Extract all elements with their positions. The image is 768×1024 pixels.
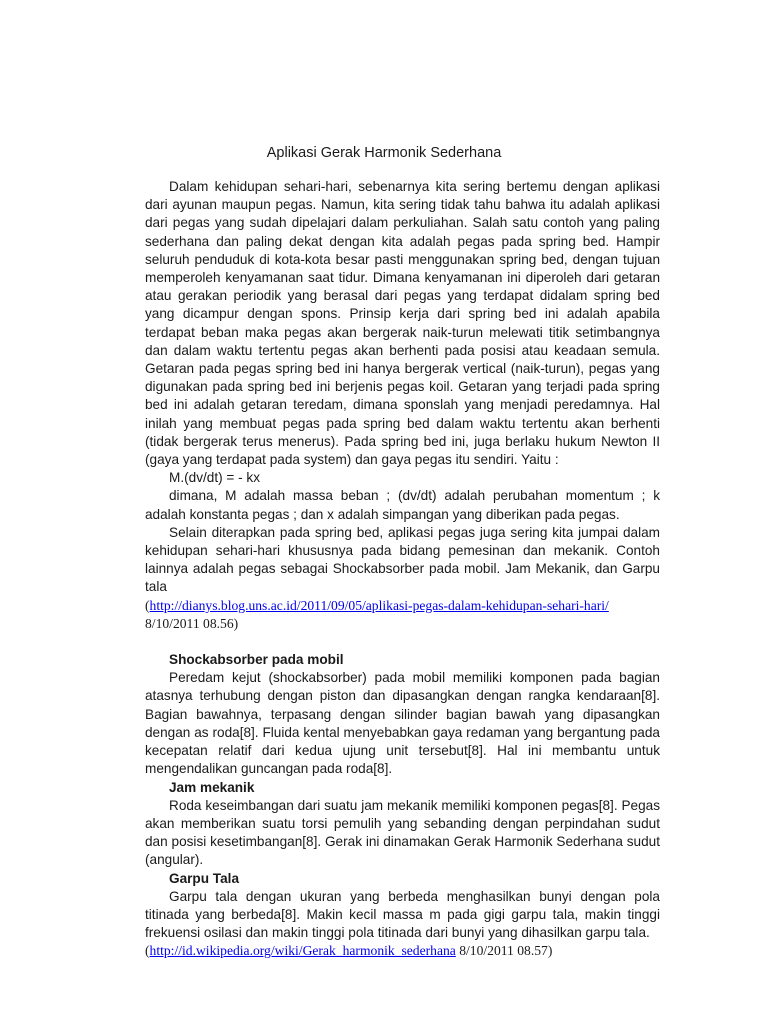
section-text-garpu-tala: Garpu tala dengan ukuran yang berbeda menghasilkan bunyi dengan pola titinada yang berbeda[8]. Makin kecil massa m pada gigi garpu tala, makin tinggi frekuensi osilasi dan makin tinggi pola titinada dari bunyi yang dihasilkan garpu tala. — [145, 888, 660, 941]
document-title: Aplikasi Gerak Harmonik Sederhana — [266, 145, 502, 161]
section-text-jam-mekanik: Roda keseimbangan dari suatu jam mekanik memiliki komponen pegas[8]. Pegas akan memberikan suatu torsi pemulih yang sebanding dengan perpindahan sudut dan posisi kesetimbangan[8]. Gerak ini dinamakan Gerak Harmonik Sederhana sudut (angular). — [145, 797, 660, 868]
section-heading-jam-mekanik: Jam mekanik — [169, 779, 255, 795]
other-applications-paragraph: Selain diterapkan pada spring bed, aplikasi pegas juga sering kita jumpai dalam kehidupan sehari-hari khususnya pada bidang pemesinan dan mekanik. Contoh lainnya adalah pegas sebagai Shockabsorber pada mobil. Jam Mekanik, dan Garpu tala — [145, 524, 660, 595]
section-heading-garpu-tala: Garpu Tala — [169, 870, 239, 886]
formula-explanation: dimana, M adalah massa beban ; (dv/dt) adalah perubahan momentum ; k adalah konstanta pegas ; dan x adalah simpangan yang diberikan pada pegas. — [145, 488, 660, 522]
reference-1-date: 8/10/2011 08.56) — [145, 615, 239, 631]
document-body — [145, 178, 660, 961]
reference-2-open: ( — [145, 943, 150, 959]
formula: M.(dv/dt) = - kx — [169, 470, 261, 486]
section-heading-shockabsorber: Shockabsorber pada mobil — [169, 652, 344, 668]
reference-2-date: 8/10/2011 08.57) — [455, 943, 553, 959]
reference-2 — [145, 942, 660, 960]
intro-paragraph: Dalam kehidupan sehari-hari, sebenarnya kita sering bertemu dengan aplikasi dari ayunan maupun pegas. Namun, kita sering tidak tahu bahwa itu adalah aplikasi dari pegas yang sudah dipelajari dalam perkuliahan. Salah satu contoh yang paling sederhana dan paling dekat dengan kita adalah pegas pada spring bed. Hampir seluruh penduduk di kota-kota besar pasti menggunakan spring bed, dengan tujuan memperoleh kenyamanan saat tidur. Dimana kenyamanan ini diperoleh dari getaran atau gerakan periodik yang berasal dari pegas yang terdapat didalam spring bed yang dicampur dengan spons. Prinsip kerja dari spring bed ini adalah apabila terdapat beban maka pegas akan bergerak naik-turun melewati titik setimbangnya dan dalam waktu tertentu pegas akan berhenti pada posisi atau keadaan semula. Getaran pada pegas spring bed ini hanya bergerak vertical (naik-turun), pegas yang digunakan pada spring bed ini berjenis pegas koil. Getaran yang terjadi pada spring bed ini adalah getaran teredam, dimana sponslah yang menjadi peredamnya. Hal inilah yang membuat pegas pada spring bed dalam waktu tertentu akan berhenti (tidak bergerak terus menerus). Pada spring bed ini, juga berlaku hukum Newton II (gaya yang terdapat pada system) dan gaya pegas itu sendiri. Yaitu : — [145, 179, 660, 468]
reference-1-open: ( — [145, 597, 150, 613]
section-text-shockabsorber: Peredam kejut (shockabsorber) pada mobil memiliki komponen pada bagian atasnya terhubung dengan piston dan dipasangkan dengan rangka kendaraan[8]. Bagian bawahnya, terpasang dengan silinder bagian bawah yang dipasangkan dengan as roda[8]. Fluida kental menyebabkan gaya redaman yang bergantung pada kecepatan relatif dari kedua ujung unit tersebut[8]. Hal ini membantu untuk mengendalikan guncangan pada roda[8]. — [145, 670, 660, 777]
reference-1-link[interactable]: http://dianys.blog.uns.ac.id/2011/09/05/aplikasi-pegas-dalam-kehidupan-sehari-hari/ — [149, 597, 609, 613]
reference-1 — [145, 597, 660, 633]
reference-2-link[interactable]: http://id.wikipedia.org/wiki/Gerak_harmonik_sederhana — [149, 943, 456, 959]
